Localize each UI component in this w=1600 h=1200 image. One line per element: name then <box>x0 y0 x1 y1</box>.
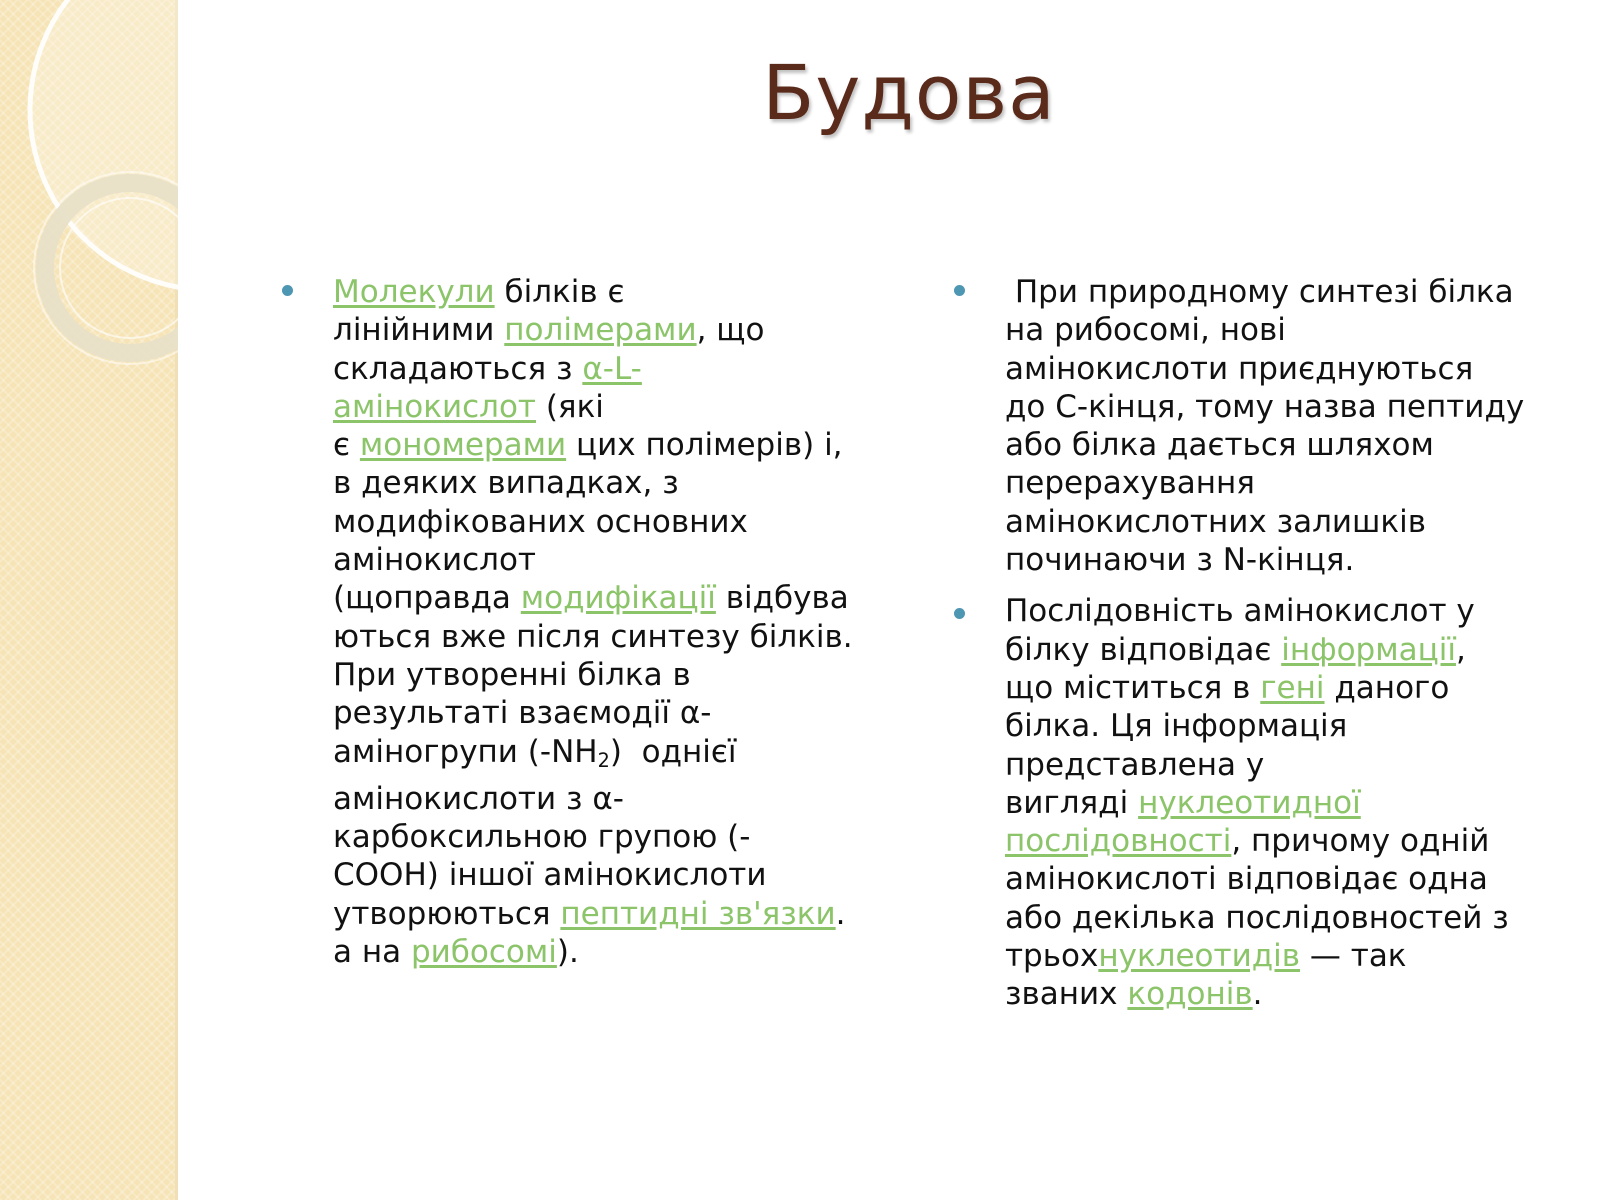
link-nucleotide-sequence-part2[interactable]: послідовності <box>1005 823 1232 860</box>
bullet-icon <box>954 608 965 619</box>
bullet-icon <box>954 285 965 296</box>
link-nucleotides[interactable]: нуклеотидів <box>1098 938 1301 975</box>
slide-title: Будова <box>762 48 1056 137</box>
link-modifications[interactable]: модифікації <box>520 580 716 617</box>
right-column <box>1005 273 1575 1014</box>
bullet-icon <box>282 285 293 296</box>
right-paragraph-1: При природному синтезі білка на рибосомі, нові амінокислоти приєднуються до С-кінця, тому назва пептиду або білка дається шляхом перерахування амінокислотних залишків починаючи з N-кінця. <box>1005 274 1525 579</box>
nh2-formula: $NH_2$ <box>551 733 610 772</box>
link-gene[interactable]: гені <box>1260 669 1325 706</box>
link-codons[interactable]: кодонів <box>1127 976 1253 1013</box>
link-monomers[interactable]: мономерами <box>359 427 567 464</box>
left-column <box>333 273 893 971</box>
right-paragraph-2: Послідовність амінокислот у білку відповідає інформації, що міститься в гені даного білка. Ця інформація представлена у вигляді нуклеотидної послідовності, причому одній амінокислоті відповідає одна або декілька послідовностей з трьохнуклеотидів — так званих кодонів. <box>1005 593 1509 1013</box>
link-information[interactable]: інформації <box>1281 631 1456 668</box>
link-alpha-l-amino-acids-part1[interactable]: α-L- <box>582 350 642 387</box>
link-alpha-l-amino-acids-part2[interactable]: амінокислот <box>333 388 536 425</box>
link-nucleotide-sequence-part1[interactable]: нуклеотидної <box>1138 784 1361 821</box>
link-molecules[interactable]: Молекули <box>333 274 495 310</box>
link-polymers[interactable]: полімерами <box>504 312 697 349</box>
decorative-rings-icon <box>0 0 178 400</box>
link-ribosome[interactable]: рибосомі <box>410 933 557 970</box>
left-paragraph: Молекули білків є лінійними полімерами, що складаються з α-L- амінокислот (які є мономерами цих полімерів) і, в деяких випадках, з модифікованих основних амінокислот (щоправда модифікації відбува ються вже після синтезу білків. При утворенні білка в результаті взаємодії α- аміногрупи $(-NH_2)$ однієї амінокислоти з α- карбоксильною групою (- СООН) іншої амінокислоти утворюються пептидні зв'язки. а на рибосомі). <box>333 274 853 970</box>
link-peptide-bonds[interactable]: пептидні зв'язки <box>560 895 836 932</box>
